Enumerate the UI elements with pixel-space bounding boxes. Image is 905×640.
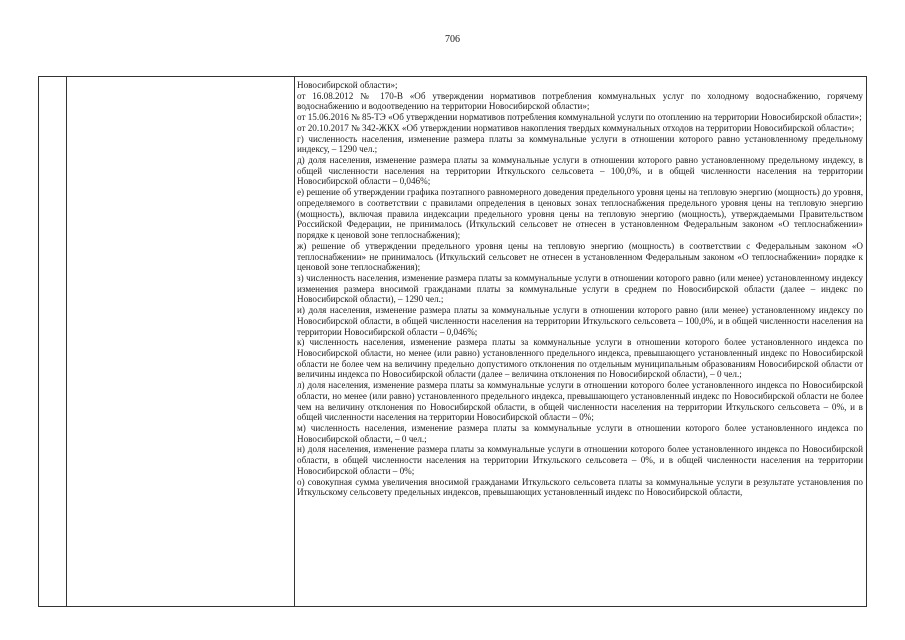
paragraph: н) доля населения, изменение размера платы за коммунальные услуги в отношении которого более установленного индекса по Новосибирской области, в общей численности населения на территории Иткульского сельсовета – 0%, и в общей численности населения на территории Новосибирской области – 0%;: [297, 444, 863, 476]
paragraph: з) численность населения, изменение размера платы за коммунальные услуги в отношении которого равно (или менее) установленному индексу изменения размера вносимой гражданами платы за коммунальные услуги в среднем по Новосибирской области (далее – индекс по Новосибирской области), – 1290 чел.;: [297, 272, 863, 305]
paragraph: г) численность населения, изменение размера платы за коммунальные услуги в отношении которого равно установленному предельному индексу, – 1290 чел.;: [297, 133, 863, 155]
paragraph: к) численность населения, изменение размера платы за коммунальные услуги в отношении которого более установленного индекса по Новосибирской области, но менее (или равно) установленного предельного индекса, превышающего установленный индекс по Новосибирской области не более чем на величину предельно допустимого отклонения по отдельным муниципальным образованиям Новосибирской области от величины индекса по Новосибирской области (далее – величина отклонения по Новосибирской области), – 0 чел.;: [297, 337, 863, 380]
paragraph: и) доля населения, изменение размера платы за коммунальные услуги в отношении которого равно (или менее) установленному индексу по Новосибирской области, в общей численности населения на территории Иткульского сельсовета – 100,0%, и в общей численности населения на территории Новосибирской области – 0,046%;: [297, 305, 863, 337]
paragraph: е) решение об утверждении графика поэтапного равномерного доведения предельного уровня цены на тепловую энергию (мощность) до уровня, определяемого в соответствии с правилами определения в ценовых зонах теплоснабжения предельного уровня цены на тепловую энергию (мощность), включая правила индексации предельного уровня цены на тепловую энергию (мощность), утверждаемыми Правительством Российской Федерации, не принималось (Иткульский сельсовет не отнесен в установленном Федеральным законом «О теплоснабжении» порядке к ценовой зоне теплоснабжения);: [297, 187, 863, 241]
table-column-number: [39, 77, 67, 606]
paragraph: от 20.10.2017 № 342-ЖКХ «Об утверждении нормативов накопления твердых коммунальных отходов на территории Новосибирской области»;: [297, 122, 855, 133]
page-number: 706: [445, 34, 460, 45]
paragraph: м) численность населения, изменение размера платы за коммунальные услуги в отношении которого более установленного индекса по Новосибирской области, – 0 чел.;: [297, 423, 863, 444]
paragraph: от 15.06.2016 № 85-ТЭ «Об утверждении нормативов потребления коммунальной услуги по отоплению на территории Новосибирской области»;: [297, 112, 862, 123]
paragraph: л) доля населения, изменение размера платы за коммунальные услуги в отношении которого более установленного индекса по Новосибирской области, но менее (или равно) установленного предельного индекса, превышающего установленный индекс по Новосибирской области не более чем на величину отклонения по Новосибирской области, в общей численности населения на территории Иткульского сельсовета – 0%, и в общей численности населения на территории Новосибирской области – 0%;: [297, 380, 863, 423]
paragraph: о) совокупная сумма увеличения вносимой гражданами Иткульского сельсовета платы за коммунальные услуги в результате установления по Иткульскому сельсовету предельных индексов, превышающих установленный индекс по Новосибирской области,: [297, 476, 863, 498]
paragraph: ж) решение об утверждении предельного уровня цены на тепловую энергию (мощность) в соответствии с Федеральным законом «О теплоснабжении» не принималось (Иткульский сельсовет не отнесен в установленном Федеральным законом «О теплоснабжении» порядке к ценовой зоне теплоснабжения);: [297, 240, 863, 273]
paragraph: д) доля населения, изменение размера платы за коммунальные услуги в отношении которого равно установленному предельному индексу, в общей численности населения на территории Иткульского сельсовета – 100,0%, и в общей численности населения на территории Новосибирской области – 0,046%;: [297, 155, 863, 187]
paragraph: Новосибирской области»;: [297, 80, 398, 90]
document-table: [38, 76, 867, 607]
paragraph: от 16.08.2012 № 170-В «Об утверждении нормативов потребления коммунальных услуг по холодному водоснабжению, горячему водоснабжению и водоотведению на территории Новосибирской области»;: [297, 90, 863, 112]
table-column-content: [295, 77, 866, 606]
table-column-name: [66, 77, 295, 606]
